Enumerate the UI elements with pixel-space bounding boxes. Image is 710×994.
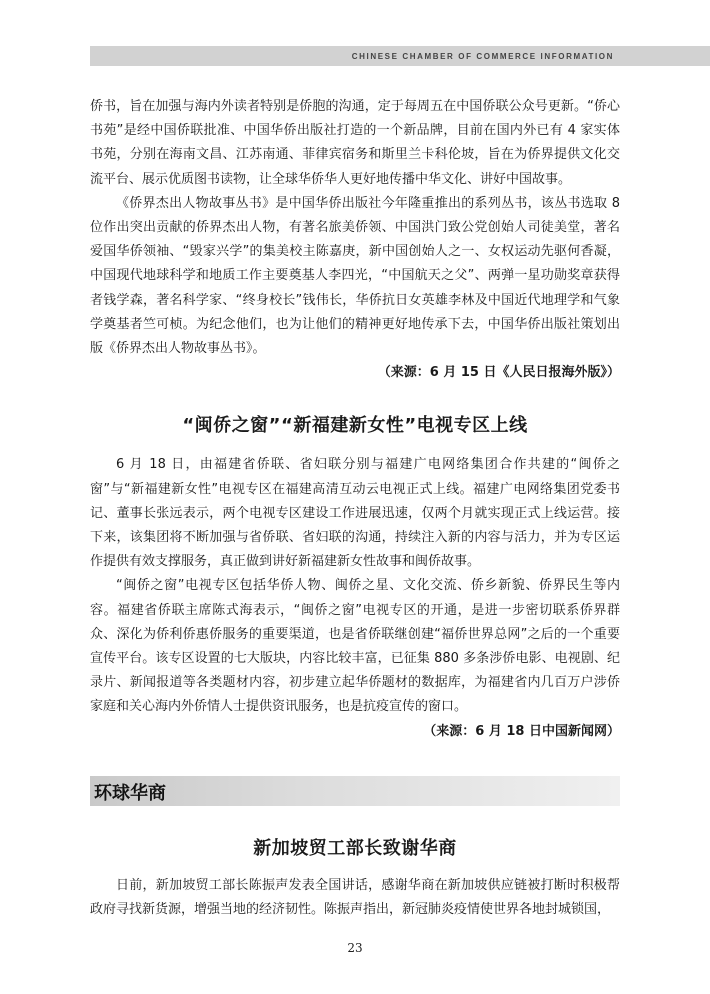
source-note: （来源：6 月 15 日《人民日报海外版》）: [377, 365, 620, 381]
article-title: “闽侨之窗”“新福建新女性”电视专区上线: [182, 415, 528, 437]
article-paragraph: 日前，新加坡贸工部长陈振声发表全国讲话，感谢华商在新加坡供应链被打断时积极帮政府寻找新货源，增强当地的经济韧性。陈振声指出，新冠肺炎疫情使世界各地封城锁国，: [90, 878, 620, 918]
page-content: [90, 95, 620, 744]
section-header: [90, 776, 620, 806]
article-paragraph: 6 月 18 日，由福建省侨联、省妇联分别与福建广电网络集团合作共建的“闽侨之窗”与“新福建新女性”电视专区在福建高清互动云电视正式上线。福建广电网络集团党委书记、董事长张远表示，两个电视专区建设工作进展迅速，仅两个月就实现正式上线运营。接下来，该集团将不断加强与省侨联、省妇联的沟通，持续注入新的内容与活力，并为专区运作提供有效支撑服务，真正做到讲好新福建新女性故事和闽侨故事。: [90, 457, 620, 570]
page-number: 23: [347, 941, 363, 955]
publication-name: CHINESE CHAMBER OF COMMERCE INFORMATION: [351, 52, 614, 61]
source-note: （来源：6 月 18 日中国新闻网）: [423, 723, 620, 739]
article-paragraph: “闽侨之窗”电视专区包括华侨人物、闽侨之星、文化交流、侨乡新貌、侨界民生等内容。福建省侨联主席陈式海表示，“闽侨之窗”电视专区的开通，是进一步密切联系侨界群众、深化为侨利侨惠侨服务的重要渠道，也是省侨联继创建“福侨世界总网”之后的一个重要宣传平台。该专区设置的七大版块，内容比较丰富，已征集 880 多条涉侨电影、电视剧、纪录片、新闻报道等各类题材内容，初步建立起华侨题材的数据库，为福建省内几百万户涉侨家庭和关心海内外侨情人士提供资讯服务，也是抗疫宣传的窗口。: [90, 578, 620, 715]
section-title: 环球华商: [94, 783, 166, 804]
intro-paragraph: 《侨界杰出人物故事丛书》是中国华侨出版社今年隆重推出的系列丛书，该丛书选取 8 位作出突出贡献的侨界杰出人物，有著名旅美侨领、中国洪门致公党创始人司徒美堂，著名爱国华侨领袖、“毁家兴学”的集美校主陈嘉庚，新中国创始人之一、女权运动先驱何香凝，中国现代地球科学和地质工作主要奠基人李四光，“中国航天之父”、两弹一星功勋奖章获得者钱学森，著名科学家、“终身校长”钱伟长，华侨抗日女英雄李林及中国近代地理学和气象学奠基者竺可桢。为纪念他们，也为让他们的精神更好地传承下去，中国华侨出版社策划出版《侨界杰出人物故事丛书》。: [90, 195, 620, 357]
intro-paragraph: 侨书，旨在加强与海内外读者特别是侨胞的沟通，定于每周五在中国侨联公众号更新。“侨心书苑”是经中国侨联批准、中国华侨出版社打造的一个新品牌，目前在国内外已有 4 家实体书苑，分别在海南文昌、江苏南通、菲律宾宿务和斯里兰卡科伦坡，旨在为侨界提供文化交流平台、展示优质图书读物，让全球华侨华人更好地传播中华文化、讲好中国故事。: [90, 99, 620, 187]
article-2: [90, 834, 620, 922]
article-title: 新加坡贸工部长致谢华商: [253, 838, 457, 859]
